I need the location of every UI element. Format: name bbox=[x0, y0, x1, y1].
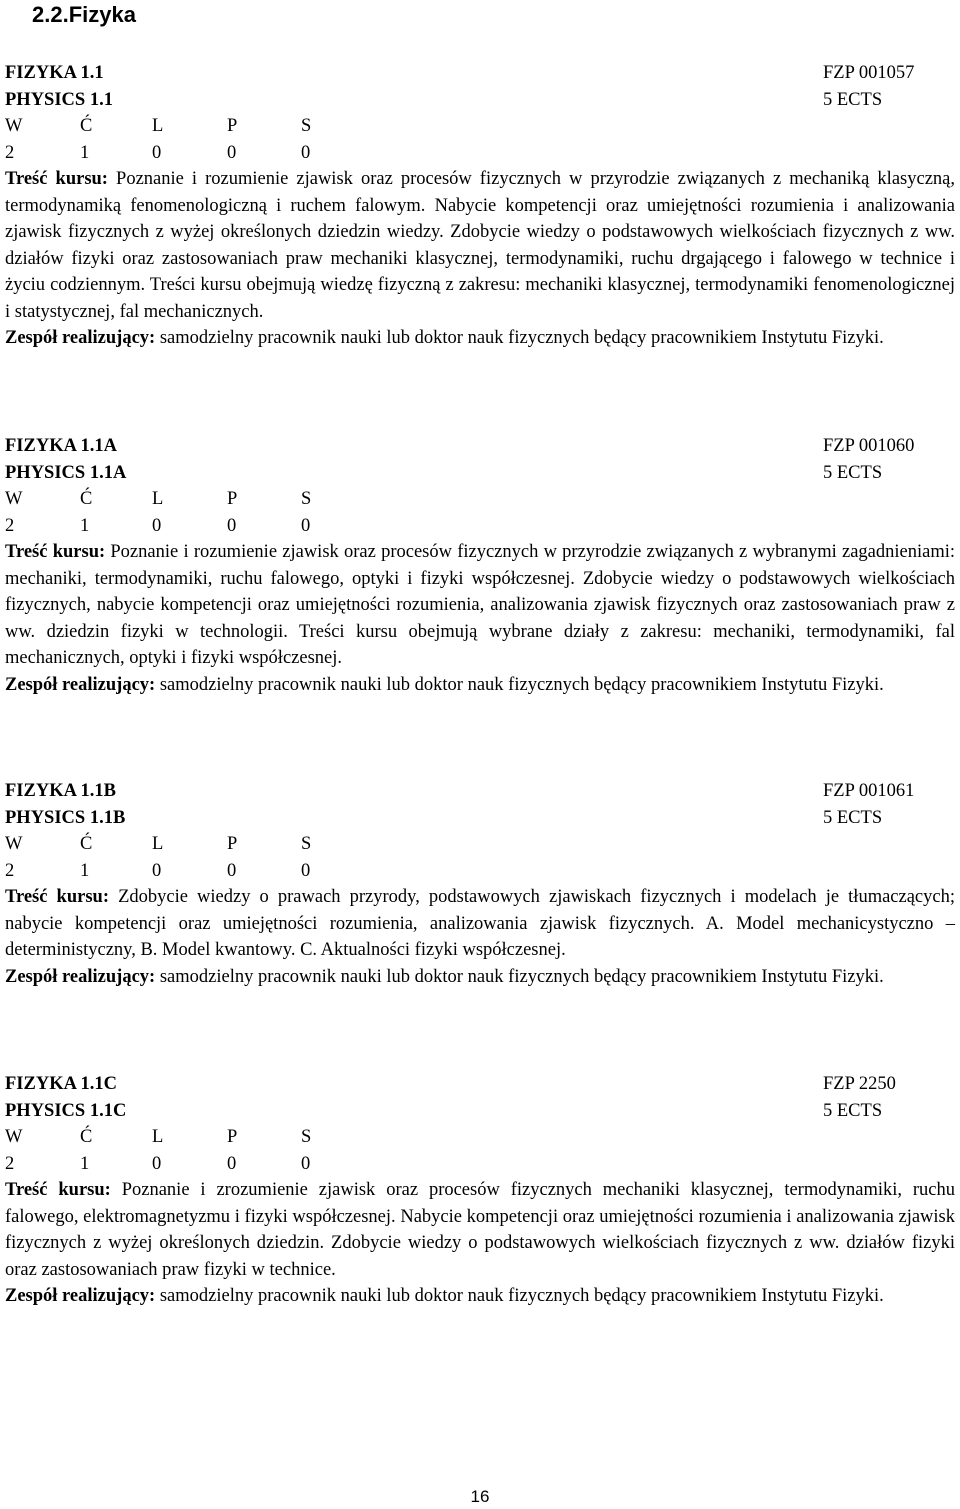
course-title-pl: FIZYKA 1.1B bbox=[5, 781, 117, 801]
team-label: Zespół realizujący: bbox=[5, 674, 156, 695]
course-block bbox=[5, 60, 955, 352]
hours-value-p: 0 bbox=[227, 142, 237, 163]
hours-value-c: 1 bbox=[80, 515, 90, 536]
hours-value-c: 1 bbox=[80, 860, 90, 881]
hours-header-w: W bbox=[5, 489, 23, 509]
course-content bbox=[5, 539, 955, 672]
course-content bbox=[5, 1177, 955, 1283]
hours-value-c: 1 bbox=[80, 142, 90, 163]
hours-header-l: L bbox=[152, 489, 164, 509]
hours-header-p: P bbox=[227, 489, 238, 509]
content-text: Poznanie i zrozumienie zjawisk oraz procesów fizycznych mechaniki klasycznej, termodynamiki, ruchu falowego, elektromagnetyzmu i fizyki współczesnej. Nabycie kompetencji oraz umiejętności rozumienia i analizowania zjawisk fizycznych z wyżej określonych dziedzin. Zdobycie wiedzy o podstawowych wielkościach fizycznych z ww. działów fizyki oraz zastosowaniach praw fizyki w technice. bbox=[5, 1180, 956, 1280]
hours-value-s: 0 bbox=[301, 1153, 311, 1174]
hours-value-s: 0 bbox=[301, 142, 311, 163]
hours-header-row bbox=[5, 113, 955, 140]
course-ects: 5 ECTS bbox=[823, 462, 883, 483]
hours-header-s: S bbox=[301, 489, 312, 509]
course-ects: 5 ECTS bbox=[823, 807, 883, 828]
course-ects: 5 ECTS bbox=[823, 89, 883, 110]
hours-header-s: S bbox=[301, 116, 312, 136]
page-number: 16 bbox=[470, 1487, 490, 1506]
course-code: FZP 001057 bbox=[823, 63, 915, 83]
course-code: FZP 001061 bbox=[823, 781, 915, 801]
hours-header-l: L bbox=[152, 116, 164, 136]
course-ects: 5 ECTS bbox=[823, 1100, 883, 1121]
team-label: Zespół realizujący: bbox=[5, 1286, 156, 1306]
hours-header-w: W bbox=[5, 1127, 23, 1147]
course-team bbox=[5, 1283, 955, 1310]
hours-values-row bbox=[5, 858, 955, 885]
team-text: samodzielny pracownik nauki lub doktor nauk fizycznych będący pracownikiem Instytutu Fizyki. bbox=[159, 674, 884, 695]
hours-header-l: L bbox=[152, 1127, 164, 1147]
hours-header-s: S bbox=[301, 1127, 312, 1147]
course-code: FZP 001060 bbox=[823, 436, 915, 456]
course-title-pl: FIZYKA 1.1 bbox=[5, 63, 104, 83]
hours-header-c: Ć bbox=[80, 1127, 93, 1147]
hours-value-s: 0 bbox=[301, 860, 311, 881]
course-team bbox=[5, 672, 955, 699]
course-team bbox=[5, 964, 955, 991]
hours-values-row bbox=[5, 513, 955, 540]
course-content bbox=[5, 884, 955, 964]
course-block bbox=[5, 778, 955, 990]
content-label: Treść kursu: bbox=[5, 1180, 111, 1200]
course-title-en: PHYSICS 1.1A bbox=[5, 462, 127, 483]
hours-header-row bbox=[5, 831, 955, 858]
hours-header-c: Ć bbox=[80, 116, 93, 136]
course-title-en: PHYSICS 1.1 bbox=[5, 89, 113, 110]
team-text: samodzielny pracownik nauki lub doktor nauk fizycznych będący pracownikiem Instytutu Fizyki. bbox=[159, 1286, 884, 1306]
course-title-pl: FIZYKA 1.1C bbox=[5, 1074, 118, 1094]
hours-value-l: 0 bbox=[152, 515, 162, 536]
course-team bbox=[5, 325, 955, 352]
content-label: Treść kursu: bbox=[5, 887, 109, 907]
hours-header-c: Ć bbox=[80, 834, 93, 854]
content-text: Poznanie i rozumienie zjawisk oraz procesów fizycznych w przyrodzie związanych z wybranymi zagadnieniami: mechaniki, termodynamiki, ruchu falowego, optyki i fizyki współczesnej. Zdobycie wiedzy o podstawowych wielkościach fizycznych, nabycie kompetencji oraz umiejętności rozumienia, analizowania zjawisk fizycznych oraz zastosowaniach praw z ww. dziedzin fizyki w technologii. Treści kursu obejmują wybrane działy z zakresu: mechaniki, termodynamiki, fal mechanicznych, optyki i fizyki współczesnej. bbox=[5, 542, 956, 668]
hours-header-c: Ć bbox=[80, 489, 93, 509]
hours-value-s: 0 bbox=[301, 515, 311, 536]
course-code: FZP 2250 bbox=[823, 1074, 896, 1094]
hours-header-p: P bbox=[227, 834, 238, 854]
team-label: Zespół realizujący: bbox=[5, 966, 156, 987]
hours-value-p: 0 bbox=[227, 515, 237, 536]
team-text: samodzielny pracownik nauki lub doktor nauk fizycznych będący pracownikiem Instytutu Fizyki. bbox=[159, 966, 884, 987]
content-text: Zdobycie wiedzy o prawach przyrody, podstawowych zjawiskach fizycznych i modelach je tłumaczących; nabycie kompetencji oraz umiejętności rozumienia, analizowania zjawisk fizycznych. A. Model mechanicystyczno – deterministyczny, B. Model kwantowy. C. Aktualności fizyki współczesnej. bbox=[5, 887, 955, 960]
hours-value-l: 0 bbox=[152, 860, 162, 881]
team-label: Zespół realizujący: bbox=[5, 328, 156, 348]
section-heading: 2.2.Fizyka bbox=[32, 2, 136, 27]
content-label: Treść kursu: bbox=[5, 169, 108, 189]
course-block bbox=[5, 433, 955, 698]
hours-header-l: L bbox=[152, 834, 164, 854]
hours-header-p: P bbox=[227, 1127, 238, 1147]
hours-value-w: 2 bbox=[5, 515, 15, 536]
hours-value-w: 2 bbox=[5, 1153, 15, 1174]
course-title-en: PHYSICS 1.1C bbox=[5, 1100, 127, 1121]
course-title-pl: FIZYKA 1.1A bbox=[5, 436, 118, 456]
hours-header-row bbox=[5, 486, 955, 513]
hours-values-row bbox=[5, 1151, 955, 1178]
hours-value-w: 2 bbox=[5, 142, 15, 163]
team-text: samodzielny pracownik nauki lub doktor nauk fizycznych będący pracownikiem Instytutu Fizyki. bbox=[159, 328, 884, 348]
hours-value-l: 0 bbox=[152, 1153, 162, 1174]
hours-value-w: 2 bbox=[5, 860, 15, 881]
content-label: Treść kursu: bbox=[5, 542, 106, 562]
course-title-en: PHYSICS 1.1B bbox=[5, 807, 126, 828]
course-block bbox=[5, 1071, 955, 1310]
hours-value-p: 0 bbox=[227, 1153, 237, 1174]
hours-value-c: 1 bbox=[80, 1153, 90, 1174]
content-text: Poznanie i rozumienie zjawisk oraz procesów fizycznych w przyrodzie związanych z mechaniką klasyczną, termodynamiką fenomenologiczną i ruchem falowym. Nabycie kompetencji oraz umiejętności rozumienia i analizowania zjawisk fizycznych z wyżej określonych dziedzin wiedzy. Zdobycie wiedzy o podstawowych wielkościach fizycznych z ww. działów fizyki oraz zastosowaniach praw mechaniki klasycznej, termodynamiki, ruchu drgającego i falowego w technice i życiu codziennym. Treści kursu obejmują wiedzę fizyczną z zakresu: mechaniki klasycznej, termodynamiki fenomenologicznej i statystycznej, fal mechanicznych. bbox=[5, 169, 955, 322]
hours-value-l: 0 bbox=[152, 142, 162, 163]
hours-value-p: 0 bbox=[227, 860, 237, 881]
hours-header-p: P bbox=[227, 116, 238, 136]
hours-header-w: W bbox=[5, 834, 23, 854]
hours-header-s: S bbox=[301, 834, 312, 854]
hours-header-row bbox=[5, 1124, 955, 1151]
course-content bbox=[5, 166, 955, 325]
hours-header-w: W bbox=[5, 116, 23, 136]
hours-values-row bbox=[5, 140, 955, 167]
